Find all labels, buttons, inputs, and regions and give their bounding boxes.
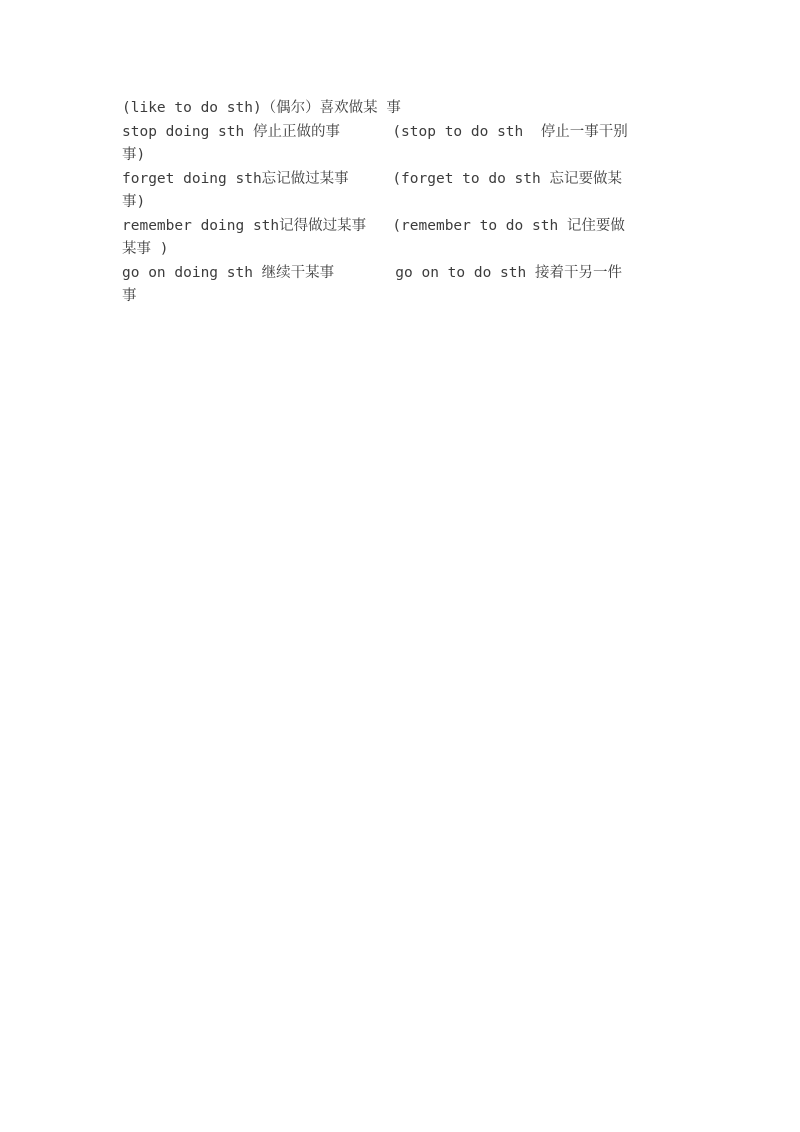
text-line: 事 xyxy=(122,288,137,304)
text-line: 某事 ) xyxy=(122,241,169,257)
text-line: 事) xyxy=(122,147,146,163)
text-line: go on doing sth 继续干某事 go on to do sth 接着干另一件 xyxy=(122,264,622,281)
text-line: (like to do sth)（偶尔）喜欢做某 事 xyxy=(122,100,401,116)
text-line: stop doing sth 停止正做的事 (stop to do sth 停止一事干别 xyxy=(122,123,628,140)
text-line: forget doing sth忘记做过某事 (forget to do sth 忘记要做某 xyxy=(122,170,622,187)
text-line: 事) xyxy=(122,194,146,210)
text-line: remember doing sth记得做过某事 (remember to do sth 记住要做 xyxy=(122,217,625,234)
document-body xyxy=(122,97,682,309)
